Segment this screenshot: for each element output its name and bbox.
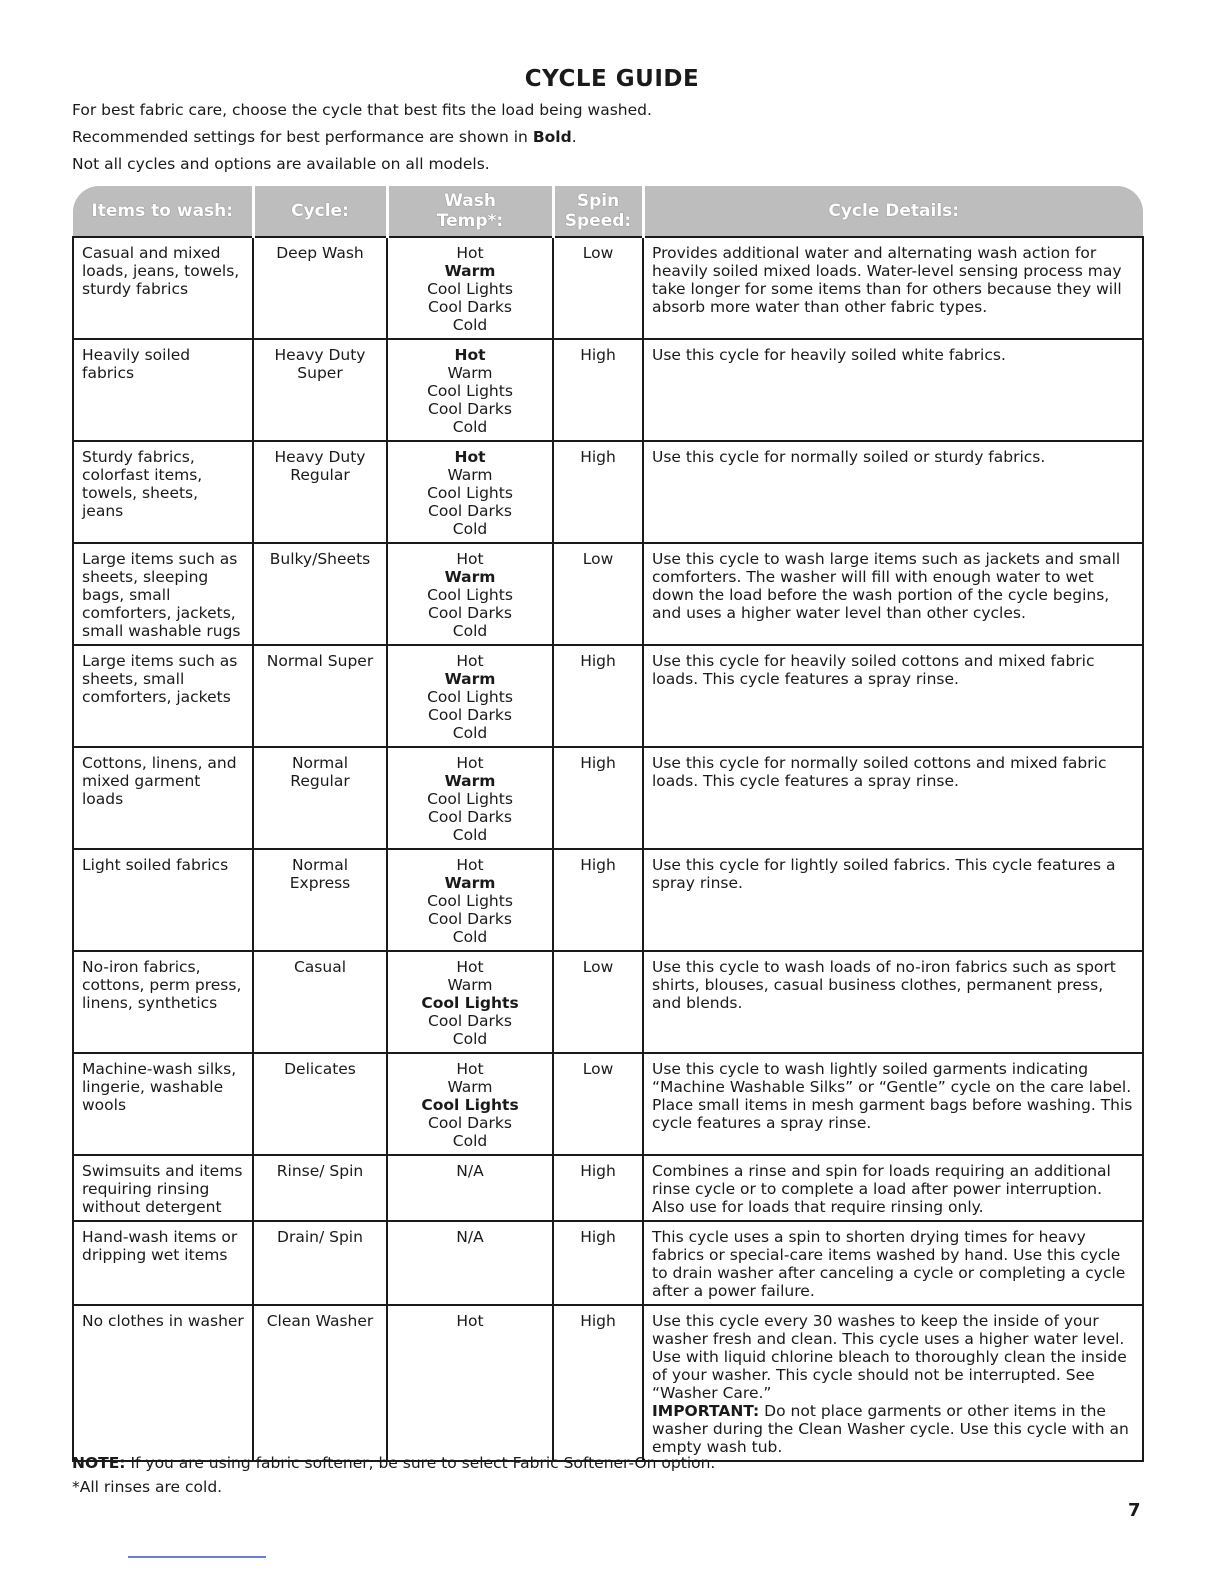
cell-items: Casual and mixed loads, jeans, towels, sturdy fabrics	[73, 237, 253, 339]
wash-temp-option: Cold	[452, 418, 488, 436]
wash-temp-option: Cool Lights	[427, 892, 513, 910]
cell-cycle-details	[643, 951, 1143, 1053]
footer-rule	[128, 1556, 266, 1558]
cell-wash-temps	[387, 441, 553, 543]
cell-wash-temps	[387, 951, 553, 1053]
details-text: Use this cycle for heavily soiled cottons and mixed fabric loads. This cycle features a spray rinse.	[652, 652, 1095, 688]
table-row	[73, 1155, 1143, 1221]
table-row	[73, 237, 1143, 339]
wash-temp-option: Cold	[452, 622, 488, 640]
intro-line-2	[72, 127, 577, 147]
details-text: This cycle uses a spin to shorten drying times for heavy fabrics or special-care items washed by hand. Use this cycle to drain washer after canceling a cycle or completing a cycle after a power failure.	[652, 1228, 1126, 1300]
cell-cycle: Heavy Duty Regular	[253, 441, 387, 543]
cell-spin-speed: Low	[553, 237, 643, 339]
details-text: Use this cycle to wash loads of no-iron fabrics such as sport shirts, blouses, casual business clothes, permanent press, and blends.	[652, 958, 1116, 1012]
cell-items: Cottons, linens, and mixed garment loads	[73, 747, 253, 849]
cell-cycle-details	[643, 1221, 1143, 1305]
page-number: 7	[1128, 1500, 1141, 1521]
table-row	[73, 747, 1143, 849]
cell-cycle-details	[643, 237, 1143, 339]
cell-wash-temps	[387, 1221, 553, 1305]
table-row	[73, 849, 1143, 951]
intro-line-1: For best fabric care, choose the cycle that best fits the load being washed.	[72, 101, 652, 119]
cell-cycle: Normal Regular	[253, 747, 387, 849]
note-label: NOTE:	[72, 1454, 126, 1472]
wash-temp-option: Hot	[456, 1312, 484, 1330]
wash-temp-option: Cool Darks	[428, 1114, 512, 1132]
table-row	[73, 1221, 1143, 1305]
cell-cycle: Normal Super	[253, 645, 387, 747]
wash-temp-option: N/A	[456, 1228, 484, 1246]
table-row	[73, 1305, 1143, 1461]
cell-cycle: Delicates	[253, 1053, 387, 1155]
header-cycle-details: Cycle Details:	[643, 186, 1143, 237]
wash-temp-option: Cold	[452, 520, 488, 538]
cell-cycle: Bulky/Sheets	[253, 543, 387, 645]
cell-cycle: Deep Wash	[253, 237, 387, 339]
cell-wash-temps	[387, 849, 553, 951]
wash-temp-option: Cool Lights	[421, 1096, 519, 1114]
wash-temp-option: Cold	[452, 928, 488, 946]
wash-temp-option: Warm	[444, 670, 496, 688]
wash-temp-option: Warm	[447, 466, 493, 484]
cell-items: Light soiled fabrics	[73, 849, 253, 951]
cell-items: Swimsuits and items requiring rinsing without detergent	[73, 1155, 253, 1221]
wash-temp-option: Warm	[447, 364, 493, 382]
details-text: Use this cycle for heavily soiled white fabrics.	[652, 346, 1006, 364]
wash-temp-option: Hot	[456, 550, 484, 568]
cell-spin-speed: Low	[553, 951, 643, 1053]
cell-items: Machine-wash silks, lingerie, washable wools	[73, 1053, 253, 1155]
cell-wash-temps	[387, 543, 553, 645]
cell-spin-speed: High	[553, 339, 643, 441]
wash-temp-option: Hot	[456, 1060, 484, 1078]
cell-cycle-details	[643, 1305, 1143, 1461]
wash-temp-option: Hot	[454, 346, 486, 364]
wash-temp-option: Cool Lights	[427, 382, 513, 400]
wash-temp-option: Cool Darks	[428, 910, 512, 928]
details-text: Use this cycle to wash lightly soiled garments indicating “Machine Washable Silks” or “Gentle” cycle on the care label. Place small items in mesh garment bags before washing. This cycle features a spray rinse.	[652, 1060, 1133, 1132]
cycle-guide-table	[72, 186, 1144, 1462]
table-row	[73, 645, 1143, 747]
details-text: Use this cycle every 30 washes to keep the inside of your washer fresh and clean. This cycle uses a higher water level. Use with liquid chlorine bleach to thoroughly clean the inside of your washer. This cycle should not be interrupted. See “Washer Care.”	[652, 1312, 1127, 1402]
cell-cycle: Drain/ Spin	[253, 1221, 387, 1305]
cell-spin-speed: High	[553, 1305, 643, 1461]
table-body	[73, 237, 1143, 1461]
note-line	[72, 1454, 715, 1472]
wash-temp-option: Cold	[452, 316, 488, 334]
wash-temp-option: Cold	[452, 1030, 488, 1048]
cell-cycle: Rinse/ Spin	[253, 1155, 387, 1221]
wash-temp-option: Cold	[452, 1132, 488, 1150]
wash-temp-option: Hot	[456, 244, 484, 262]
cell-wash-temps	[387, 1155, 553, 1221]
table-row	[73, 543, 1143, 645]
wash-temp-option: Hot	[456, 652, 484, 670]
wash-temp-option: Hot	[456, 856, 484, 874]
cell-spin-speed: High	[553, 1221, 643, 1305]
wash-temp-option: Warm	[444, 772, 496, 790]
wash-temp-option: Warm	[447, 976, 493, 994]
table-row	[73, 1053, 1143, 1155]
table-row	[73, 951, 1143, 1053]
header-items: Items to wash:	[73, 186, 253, 237]
wash-temp-option: Cool Lights	[427, 790, 513, 808]
wash-temp-option: Warm	[444, 262, 496, 280]
wash-temp-option: Warm	[444, 874, 496, 892]
wash-temp-option: Cool Lights	[427, 280, 513, 298]
cell-cycle: Normal Express	[253, 849, 387, 951]
cell-wash-temps	[387, 339, 553, 441]
wash-temp-option: N/A	[456, 1162, 484, 1180]
intro-bold-word: Bold	[532, 128, 572, 146]
wash-temp-option: Cool Lights	[421, 994, 519, 1012]
important-label: IMPORTANT:	[652, 1402, 760, 1420]
cell-spin-speed: High	[553, 747, 643, 849]
wash-temp-option: Cool Lights	[427, 586, 513, 604]
wash-temp-option: Cool Lights	[427, 484, 513, 502]
table-row	[73, 339, 1143, 441]
details-text: Combines a rinse and spin for loads requiring an additional rinse cycle or to complete a load after power interruption. Also use for loads that require rinsing only.	[652, 1162, 1111, 1216]
wash-temp-option: Hot	[456, 754, 484, 772]
cell-wash-temps	[387, 645, 553, 747]
details-text: Provides additional water and alternating wash action for heavily soiled mixed loads. Water-level sensing process may take longer for some items than for others because they will absorb more water than other fabric types.	[652, 244, 1122, 316]
cell-spin-speed: Low	[553, 1053, 643, 1155]
cell-cycle-details	[643, 543, 1143, 645]
cell-items: Sturdy fabrics, colorfast items, towels, sheets, jeans	[73, 441, 253, 543]
cell-cycle-details	[643, 645, 1143, 747]
intro-line-2-suffix: .	[571, 128, 577, 146]
cell-spin-speed: High	[553, 645, 643, 747]
details-text: Use this cycle for normally soiled cottons and mixed fabric loads. This cycle features a spray rinse.	[652, 754, 1107, 790]
cell-cycle: Heavy Duty Super	[253, 339, 387, 441]
wash-temp-option: Cool Darks	[428, 706, 512, 724]
cell-cycle-details	[643, 849, 1143, 951]
cell-wash-temps	[387, 1305, 553, 1461]
wash-temp-option: Cold	[452, 826, 488, 844]
cell-spin-speed: High	[553, 849, 643, 951]
cell-cycle-details	[643, 339, 1143, 441]
details-text: Use this cycle to wash large items such as jackets and small comforters. The washer will fill with enough water to wet down the load before the wash portion of the cycle begins, and uses a higher water level than other cycles.	[652, 550, 1121, 622]
important-text: Do not place garments or other items in the washer during the Clean Washer cycle. Use this cycle with an empty wash tub.	[652, 1402, 1129, 1456]
wash-temp-option: Hot	[454, 448, 486, 466]
cell-items: Heavily soiled fabrics	[73, 339, 253, 441]
cell-items: No clothes in washer	[73, 1305, 253, 1461]
cell-items: No-iron fabrics, cottons, perm press, linens, synthetics	[73, 951, 253, 1053]
important-note	[652, 1402, 1134, 1456]
details-text: Use this cycle for normally soiled or sturdy fabrics.	[652, 448, 1046, 466]
wash-temp-option: Warm	[447, 1078, 493, 1096]
wash-temp-option: Hot	[456, 958, 484, 976]
cell-spin-speed: High	[553, 1155, 643, 1221]
wash-temp-option: Cool Darks	[428, 298, 512, 316]
table-header-row	[73, 186, 1143, 237]
cell-wash-temps	[387, 237, 553, 339]
cell-cycle-details	[643, 441, 1143, 543]
page-title: CYCLE GUIDE	[524, 66, 700, 92]
details-text: Use this cycle for lightly soiled fabrics. This cycle features a spray rinse.	[652, 856, 1116, 892]
note-text: If you are using fabric softener, be sure to select Fabric Softener-On option.	[125, 1454, 716, 1472]
cell-cycle: Clean Washer	[253, 1305, 387, 1461]
cell-wash-temps	[387, 1053, 553, 1155]
cell-items: Large items such as sheets, small comforters, jackets	[73, 645, 253, 747]
header-spin-speed: Spin Speed:	[553, 186, 643, 237]
cell-cycle-details	[643, 1155, 1143, 1221]
wash-temp-option: Cool Darks	[428, 1012, 512, 1030]
header-wash-temp: Wash Temp*:	[387, 186, 553, 237]
cell-cycle-details	[643, 1053, 1143, 1155]
cell-spin-speed: Low	[553, 543, 643, 645]
intro-line-2-prefix: Recommended settings for best performance are shown in	[72, 128, 533, 146]
cell-cycle: Casual	[253, 951, 387, 1053]
header-cycle: Cycle:	[253, 186, 387, 237]
wash-temp-option: Warm	[444, 568, 496, 586]
wash-temp-option: Cool Darks	[428, 604, 512, 622]
cell-items: Large items such as sheets, sleeping bags, small comforters, jackets, small washable rugs	[73, 543, 253, 645]
cell-cycle-details	[643, 747, 1143, 849]
wash-temp-option: Cold	[452, 724, 488, 742]
wash-temp-option: Cool Darks	[428, 808, 512, 826]
wash-temp-option: Cool Darks	[428, 400, 512, 418]
cell-spin-speed: High	[553, 441, 643, 543]
cell-wash-temps	[387, 747, 553, 849]
table-row	[73, 441, 1143, 543]
cell-items: Hand-wash items or dripping wet items	[73, 1221, 253, 1305]
wash-temp-option: Cool Darks	[428, 502, 512, 520]
intro-line-3: Not all cycles and options are available on all models.	[72, 155, 490, 173]
footnote: *All rinses are cold.	[72, 1478, 223, 1496]
wash-temp-option: Cool Lights	[427, 688, 513, 706]
